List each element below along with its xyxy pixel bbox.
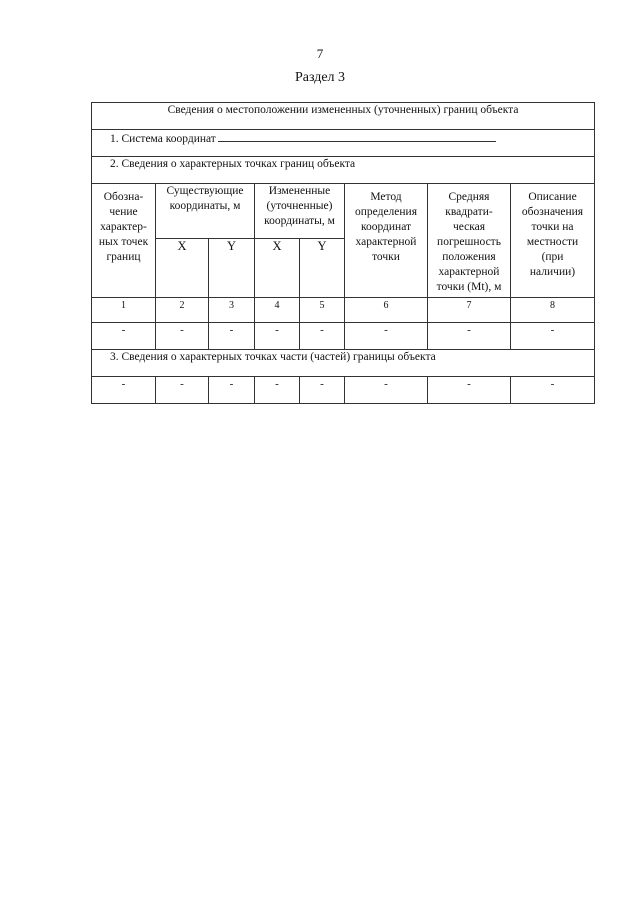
table-cell: - bbox=[92, 377, 156, 404]
table-title: Сведения о местоположении измененных (уточненных) границ объекта bbox=[92, 103, 595, 130]
coord-system-cell bbox=[92, 130, 595, 157]
column-number: 2 bbox=[156, 298, 209, 323]
table-cell: - bbox=[209, 377, 255, 404]
table-title-row bbox=[92, 103, 595, 130]
header-changed-coords bbox=[255, 184, 345, 239]
coord-system-row bbox=[92, 130, 595, 157]
table-cell: - bbox=[92, 323, 156, 350]
header-changed-y: Y bbox=[300, 239, 345, 298]
column-numbers-row bbox=[92, 298, 595, 323]
column-number: 5 bbox=[300, 298, 345, 323]
table-cell: - bbox=[345, 377, 428, 404]
header-method-text: Метод определения координат характерной точки bbox=[354, 191, 417, 263]
header-description-text: Описание обозначения точки на местности (при наличии) bbox=[521, 191, 584, 278]
header-designation bbox=[92, 184, 156, 298]
header-mean-error-text: Средняя квадрати- ческая погрешность положения характерной точки (Mt), м bbox=[436, 191, 502, 293]
boundary-table bbox=[91, 102, 595, 404]
column-number: 7 bbox=[428, 298, 511, 323]
page-number: 7 bbox=[316, 46, 324, 61]
part-points-row bbox=[92, 350, 595, 377]
header-existing-coords bbox=[156, 184, 255, 239]
table-cell: - bbox=[255, 323, 300, 350]
column-number: 1 bbox=[92, 298, 156, 323]
coord-system-blank-line bbox=[218, 130, 496, 142]
table-cell: - bbox=[255, 377, 300, 404]
header-changed-x: X bbox=[255, 239, 300, 298]
table-cell: - bbox=[300, 377, 345, 404]
header-mean-error bbox=[428, 184, 511, 298]
table-row bbox=[92, 323, 595, 350]
header-designation-text: Обозна- чение характер- ных точек границ bbox=[98, 191, 149, 263]
header-existing-coords-text: Существующие координаты, м bbox=[166, 185, 244, 212]
table-cell: - bbox=[428, 377, 511, 404]
table-cell: - bbox=[156, 377, 209, 404]
header-description bbox=[511, 184, 595, 298]
header-row bbox=[92, 184, 595, 239]
table-cell: - bbox=[511, 323, 595, 350]
column-number: 6 bbox=[345, 298, 428, 323]
part-points-label: 3. Сведения о характерных точках части (частей) границы объекта bbox=[92, 350, 595, 377]
table-row bbox=[92, 377, 595, 404]
table-cell: - bbox=[209, 323, 255, 350]
column-number: 4 bbox=[255, 298, 300, 323]
characteristic-points-row bbox=[92, 157, 595, 184]
column-number: 3 bbox=[209, 298, 255, 323]
header-method bbox=[345, 184, 428, 298]
table-cell: - bbox=[300, 323, 345, 350]
header-existing-x: X bbox=[156, 239, 209, 298]
table-cell: - bbox=[156, 323, 209, 350]
column-number: 8 bbox=[511, 298, 595, 323]
coord-system-label: 1. Система координат bbox=[110, 133, 216, 145]
table-cell: - bbox=[345, 323, 428, 350]
header-existing-y: Y bbox=[209, 239, 255, 298]
header-changed-coords-text: Измененные (уточненные) координаты, м bbox=[264, 185, 335, 227]
table-cell: - bbox=[511, 377, 595, 404]
section-title: Раздел 3 bbox=[294, 70, 346, 85]
characteristic-points-label: 2. Сведения о характерных точках границ объекта bbox=[92, 157, 595, 184]
table-cell: - bbox=[428, 323, 511, 350]
